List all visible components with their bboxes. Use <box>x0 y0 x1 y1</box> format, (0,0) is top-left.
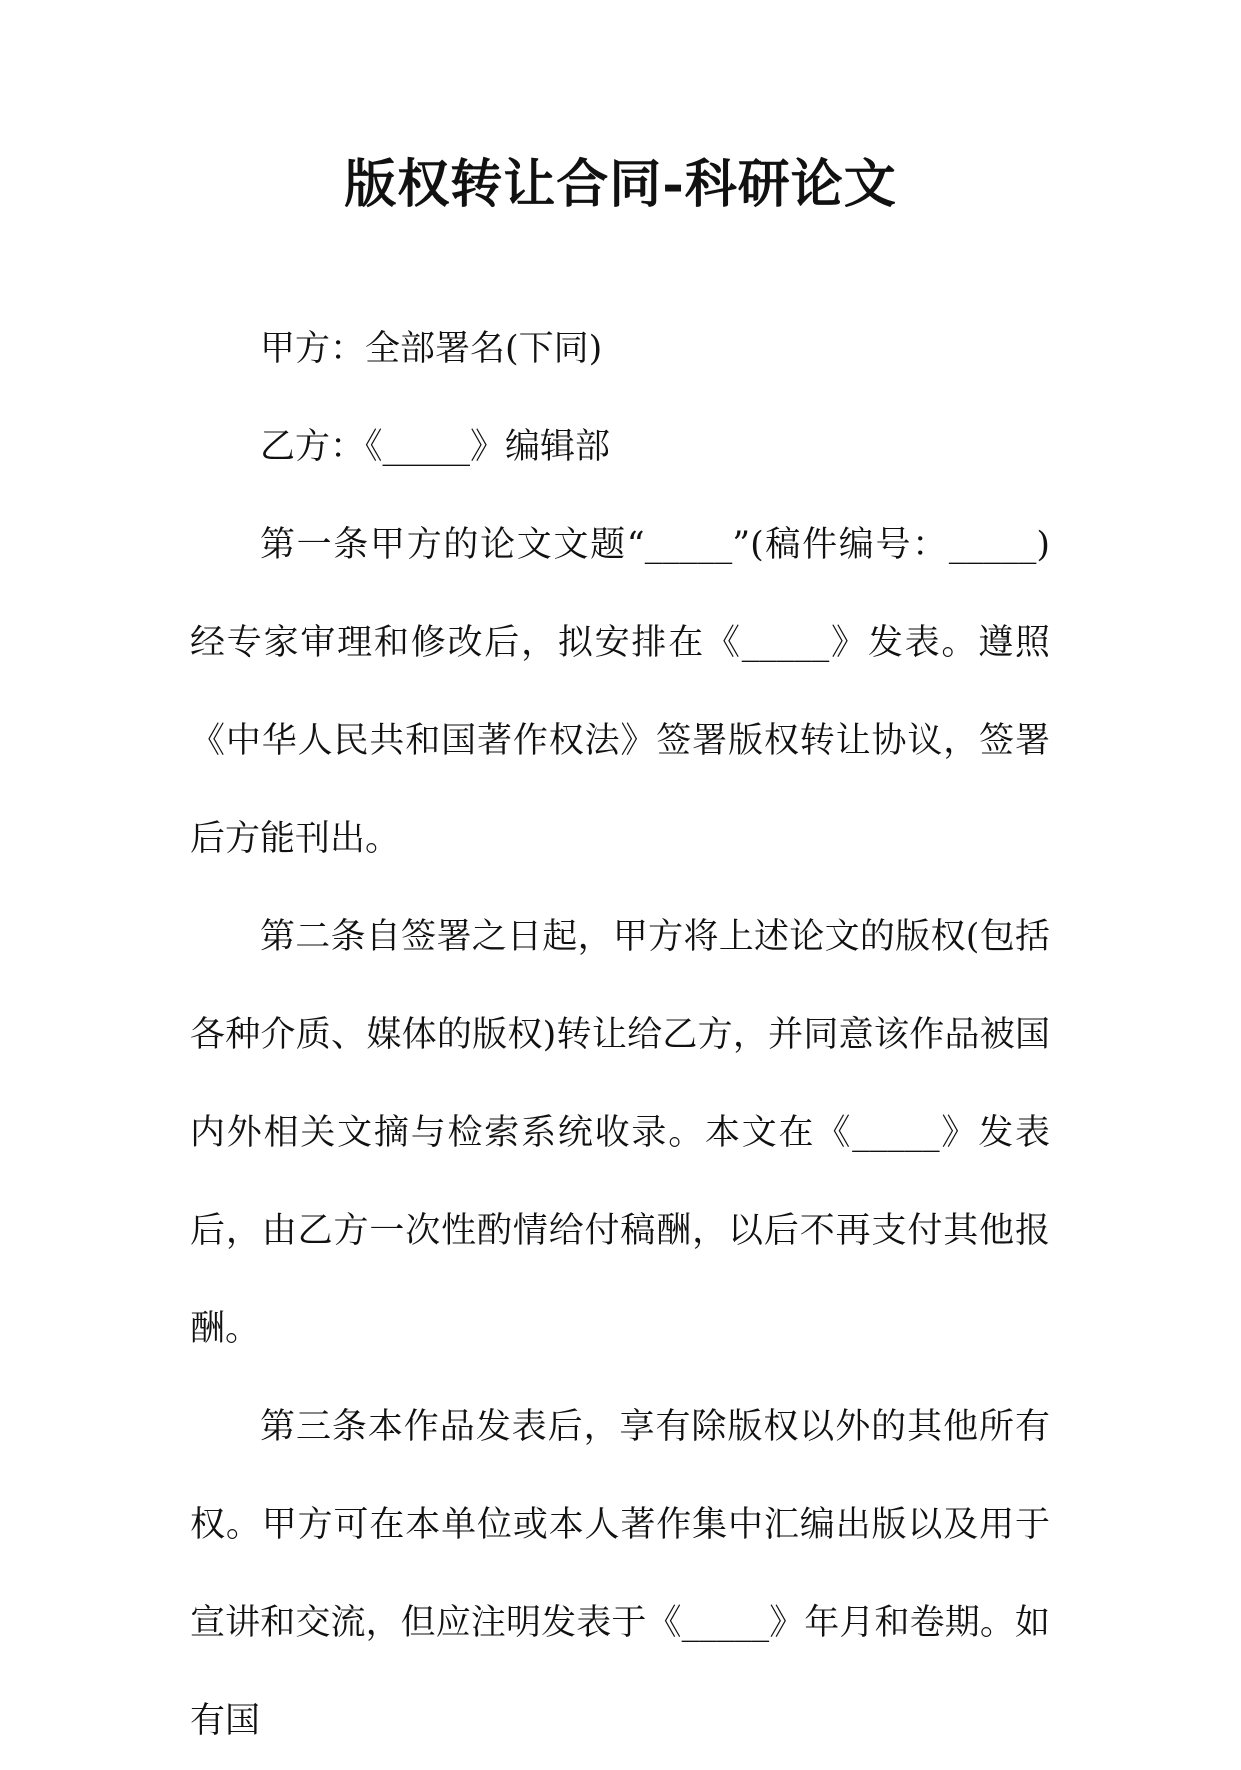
document-body <box>190 300 1050 1770</box>
article-3: 第三条本作品发表后，享有除版权以外的其他所有权。甲方可在本单位或本人著作集中汇编出版以及用于宣讲和交流，但应注明发表于《_____》年月和卷期。如有国 <box>190 1407 1050 1741</box>
article-1: 第一条甲方的论文文题“_____”(稿件编号：_____)经专家审理和修改后，拟安排在《_____》发表。遵照《中华人民共和国著作权法》签署版权转让协议，签署后方能刊出。 <box>190 525 1050 859</box>
party-b-line: 乙方：《_____》编辑部 <box>260 427 611 467</box>
article-2: 第二条自签署之日起，甲方将上述论文的版权(包括各种介质、媒体的版权)转让给乙方，并同意该作品被国内外相关文摘与检索系统收录。本文在《_____》发表后，由乙方一次性酌情给付稿酬，以后不再支付其他报酬。 <box>190 917 1050 1349</box>
document-title: 版权转让合同-科研论文 <box>344 154 897 215</box>
party-a-line: 甲方：全部署名(下同) <box>260 329 603 369</box>
